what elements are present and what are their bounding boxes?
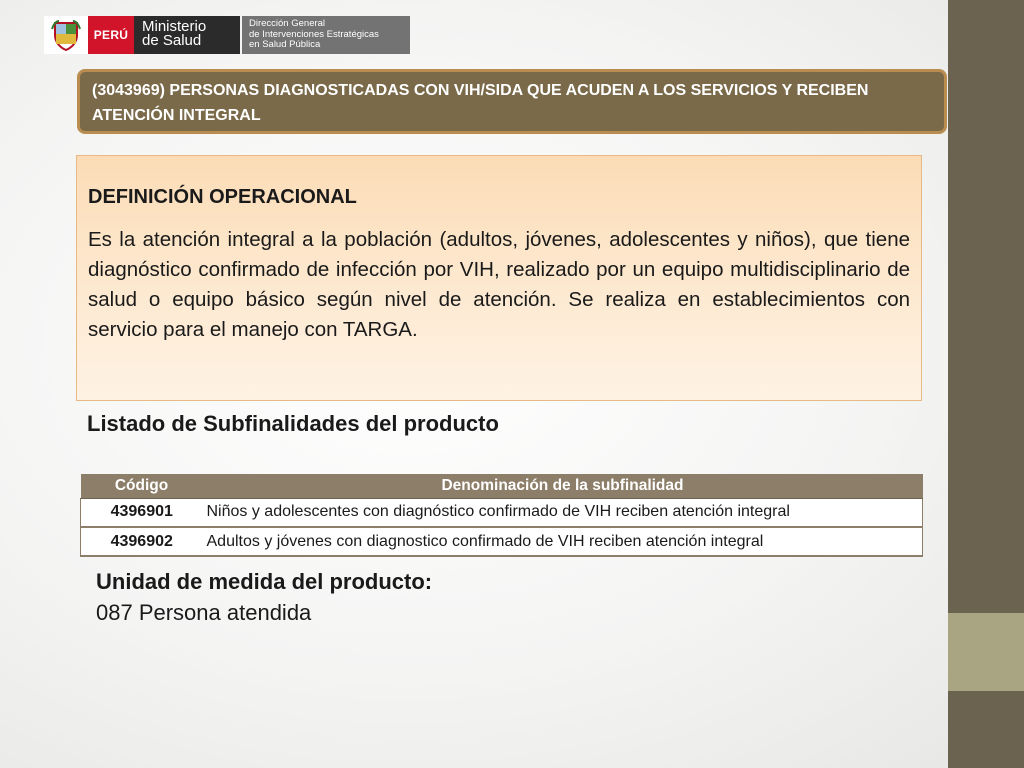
logo-ministry	[134, 16, 240, 54]
row-name: Niños y adolescentes con diagnóstico confirmado de VIH reciben atención integral	[203, 498, 923, 527]
subfinalities-table	[80, 474, 923, 557]
logo-direction-line2: de Intervenciones Estratégicas	[249, 28, 379, 40]
logo-direction	[242, 16, 410, 54]
table-row	[81, 498, 923, 527]
logo-direction-line1: Dirección General	[249, 18, 326, 29]
logo-ministry-line2: de Salud	[142, 32, 202, 49]
definition-box	[76, 155, 922, 401]
side-band-accent	[948, 613, 1024, 691]
row-code: 4396902	[81, 527, 203, 556]
row-code: 4396901	[81, 498, 203, 527]
row-name: Adultos y jóvenes con diagnostico confirmado de VIH reciben atención integral	[203, 527, 923, 556]
logo-ministry-line1: Ministerio	[142, 18, 207, 35]
column-header-name: Denominación de la subfinalidad	[203, 474, 923, 498]
definition-heading: DEFINICIÓN OPERACIONAL	[88, 186, 357, 208]
table-header-row	[81, 474, 923, 498]
coat-of-arms-icon	[44, 16, 88, 54]
unit-value: 087 Persona atendida	[96, 600, 312, 625]
column-header-code: Código	[81, 474, 203, 498]
unit-label: Unidad de medida del producto:	[96, 569, 433, 594]
table-row	[81, 527, 923, 556]
subfinalities-heading: Listado de Subfinalidades del producto	[87, 411, 499, 436]
ministry-logo	[44, 16, 410, 54]
logo-direction-line3: en Salud Pública	[249, 39, 321, 50]
logo-country: PERÚ	[88, 16, 134, 54]
definition-text: Es la atención integral a la población (adultos, jóvenes, adolescentes y niños), que tiene diagnóstico confirmado de infección por VIH, realizado por un equipo multidisciplinario de salud o equipo básico según nivel de atención. Se realiza en establecimientos con servicio para el manejo con TARGA.	[88, 228, 910, 341]
slide-title: (3043969) PERSONAS DIAGNOSTICADAS CON VIH/SIDA QUE ACUDEN A LOS SERVICIOS Y RECIBEN ATENCIÓN INTEGRAL	[77, 69, 947, 134]
